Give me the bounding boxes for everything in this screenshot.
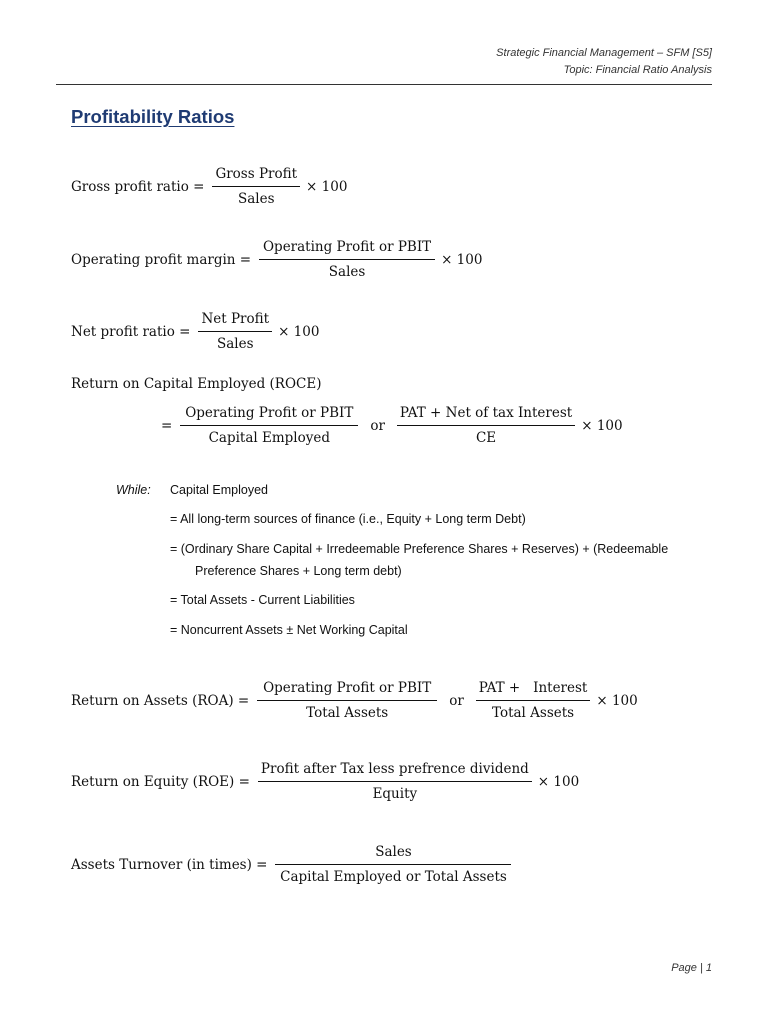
roce-denominator-1: Capital Employed [208, 430, 331, 446]
operating-profit-fraction [259, 239, 435, 280]
section-title: Profitability Ratios [71, 106, 235, 127]
operating-profit-denominator: Sales [328, 264, 366, 280]
operating-profit-label: Operating profit margin = [71, 251, 252, 268]
roe-formula [71, 761, 579, 802]
roce-numerator-2: PAT + Net of tax Interest [399, 405, 573, 421]
gross-profit-denominator: Sales [237, 191, 275, 207]
roa-numerator-2: PAT + Interest [478, 680, 588, 696]
roce-formula [161, 405, 623, 446]
page-number: Page | 1 [671, 962, 712, 974]
net-profit-numerator: Net Profit [201, 311, 270, 327]
operating-profit-multiplier: × 100 [441, 251, 483, 268]
roa-fraction-1 [257, 680, 437, 721]
roe-numerator: Profit after Tax less prefrence dividend [260, 761, 529, 777]
header-rule [56, 84, 712, 85]
net-profit-denominator: Sales [216, 336, 254, 352]
header-course: Strategic Financial Management – SFM [S5] [496, 47, 712, 59]
roce-or: or [370, 417, 385, 434]
roa-label: Return on Assets (ROA) = [71, 692, 250, 709]
net-profit-label: Net profit ratio = [71, 323, 191, 340]
net-profit-fraction [198, 311, 272, 352]
net-profit-formula [71, 311, 319, 352]
roa-denominator-2: Total Assets [492, 705, 575, 721]
asset-turnover-fraction [275, 844, 511, 885]
roce-numerator-1: Operating Profit or PBIT [185, 405, 354, 421]
capital-employed-line-4: = Noncurrent Assets ± Net Working Capital [170, 623, 408, 637]
roa-or: or [449, 692, 464, 709]
asset-turnover-numerator: Sales [375, 844, 412, 860]
asset-turnover-label: Assets Turnover (in times) = [71, 856, 268, 873]
roce-fraction-2 [397, 405, 575, 446]
roce-heading [71, 376, 322, 392]
roce-multiplier: × 100 [581, 417, 623, 434]
capital-employed-line-1: = All long-term sources of finance (i.e., Equity + Long term Debt) [170, 512, 526, 526]
gross-profit-formula [71, 166, 347, 207]
capital-employed-line-3: = Total Assets - Current Liabilities [170, 593, 355, 607]
header-topic: Topic: Financial Ratio Analysis [563, 64, 712, 76]
gross-profit-fraction [212, 166, 300, 207]
roe-fraction [258, 761, 532, 802]
operating-profit-formula [71, 239, 482, 280]
asset-turnover-formula [71, 844, 511, 885]
while-label: While: [116, 483, 151, 497]
roce-denominator-2: CE [475, 430, 497, 446]
roce-equals: = [161, 417, 173, 434]
roe-multiplier: × 100 [537, 773, 580, 790]
roa-fraction-2 [476, 680, 591, 721]
roa-denominator-1: Total Assets [306, 705, 389, 721]
gross-profit-numerator: Gross Profit [215, 166, 298, 182]
net-profit-multiplier: × 100 [278, 323, 320, 340]
roe-label: Return on Equity (ROE) = [71, 773, 250, 790]
roce-fraction-1 [180, 405, 358, 446]
roa-numerator-1: Operating Profit or PBIT [263, 680, 432, 696]
roa-multiplier: × 100 [596, 692, 638, 709]
capital-employed-line-2b: Preference Shares + Long term debt) [195, 564, 402, 578]
capital-employed-line-2a: = (Ordinary Share Capital + Irredeemable Preference Shares + Reserves) + (Redeemable [170, 542, 669, 556]
roe-denominator: Equity [372, 786, 418, 802]
gross-profit-multiplier: × 100 [306, 178, 348, 195]
capital-employed-heading: Capital Employed [170, 483, 268, 497]
operating-profit-numerator: Operating Profit or PBIT [262, 239, 432, 255]
roa-formula [71, 680, 638, 721]
roce-label: Return on Capital Employed (ROCE) [71, 376, 322, 392]
asset-turnover-denominator: Capital Employed or Total Assets [280, 869, 507, 885]
gross-profit-label: Gross profit ratio = [71, 178, 205, 195]
